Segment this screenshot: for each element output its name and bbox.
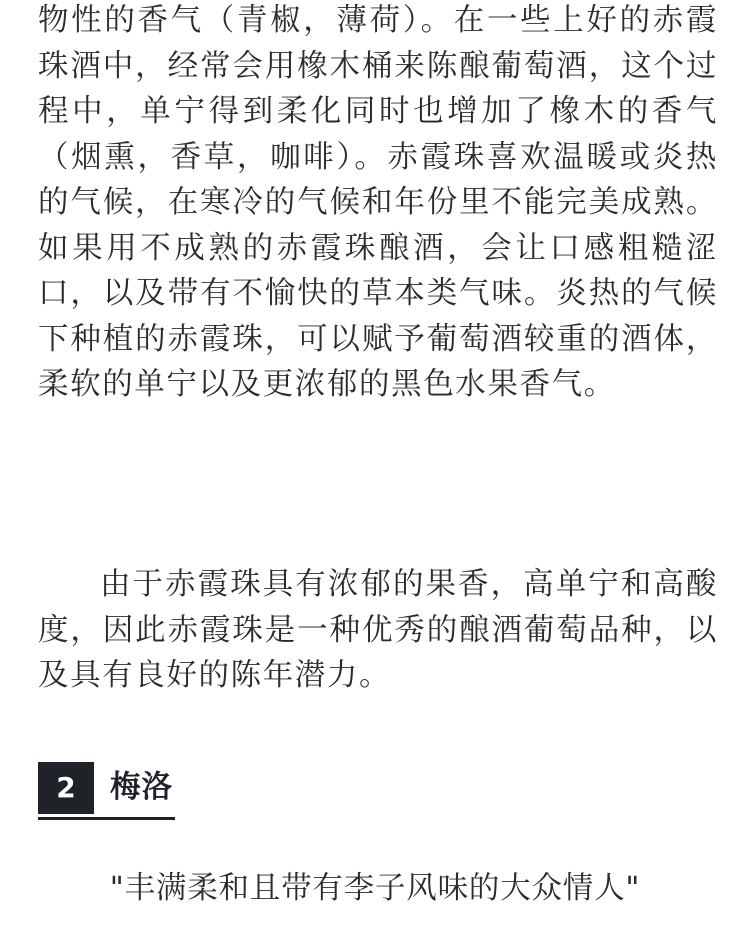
section-quote: "丰满柔和且带有李子风味的大众情人" <box>109 871 641 906</box>
article-paragraph-cabernet-summary: 由于赤霞珠具有浓郁的果香，高单宁和高酸度，因此赤霞珠是一种优秀的酿酒葡萄品种，以及具有良好的陈年潜力。 <box>38 567 718 693</box>
section-title: 梅洛 <box>110 770 173 805</box>
section-heading-merlot <box>38 762 175 820</box>
article-paragraph-cabernet: 物性的香气（青椒，薄荷）。在一些上好的赤霞珠酒中，经常会用橡木桶来陈酿葡萄酒，这个过程中，单宁得到柔化同时也增加了橡木的香气（烟熏，香草，咖啡）。赤霞珠喜欢温暖或炎热的气候，在寒冷的气候和年份里不能完美成熟。如果用不成熟的赤霞珠酿酒，会让口感粗糙涩口，以及带有不愉快的草本类气味。炎热的气候下种植的赤霞珠，可以赋予葡萄酒较重的酒体，柔软的单宁以及更浓郁的黑色水果香气。 <box>38 3 718 402</box>
section-number-badge: 2 <box>38 762 94 814</box>
section-underline-divider <box>38 817 175 820</box>
